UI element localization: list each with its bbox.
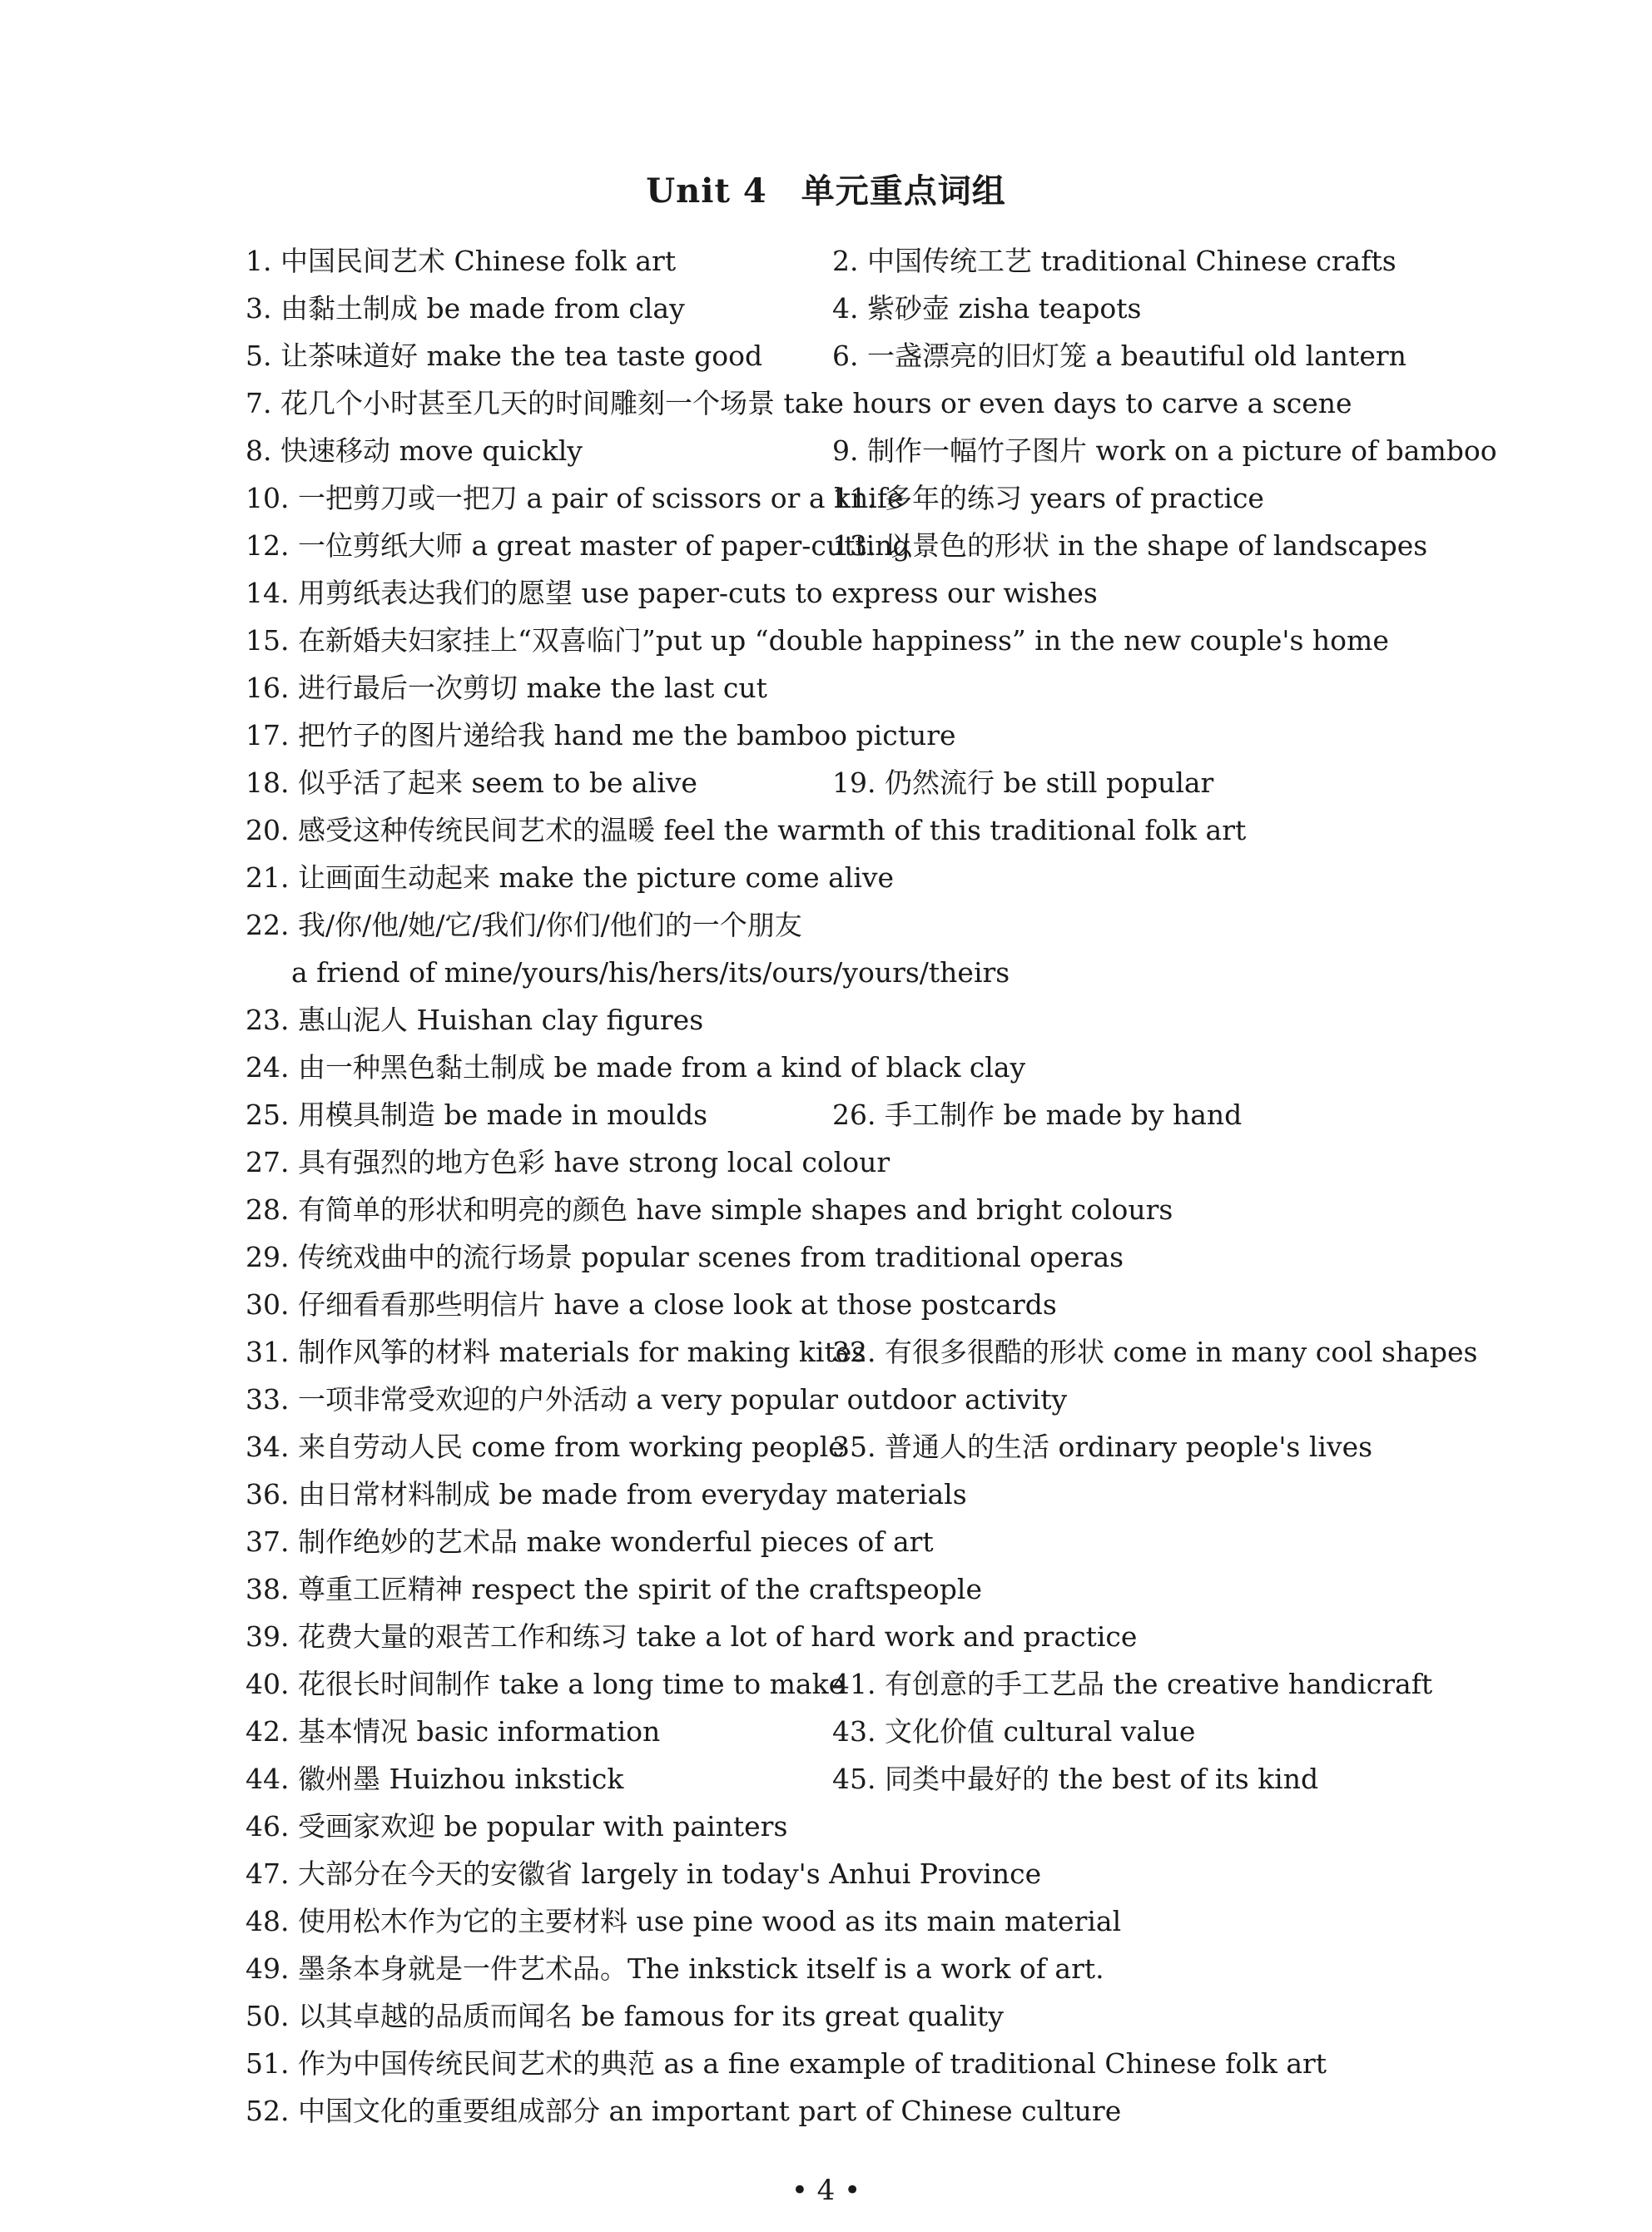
phrase-item: 2. 中国传统工艺 traditional Chinese crafts bbox=[832, 245, 1397, 277]
phrase-row bbox=[246, 569, 1427, 617]
phrase-row bbox=[246, 806, 1427, 854]
phrase-item: 36. 由日常材料制成 be made from everyday materials bbox=[246, 1478, 967, 1510]
phrase-row bbox=[246, 1992, 1427, 2040]
phrase-row bbox=[246, 949, 1427, 996]
phrase-item: 37. 制作绝妙的艺术品 make wonderful pieces of art bbox=[246, 1525, 934, 1558]
phrase-item: 17. 把竹子的图片递给我 hand me the bamboo picture bbox=[246, 719, 956, 751]
phrase-item: 34. 来自劳动人民 come from working people bbox=[246, 1431, 845, 1463]
phrase-row bbox=[246, 1660, 1433, 1708]
phrase-item: 21. 让画面生动起来 make the picture come alive bbox=[246, 861, 895, 894]
phrase-row bbox=[246, 332, 1427, 379]
phrase-item: 45. 同类中最好的 the best of its kind bbox=[832, 1763, 1319, 1795]
phrase-row bbox=[246, 1423, 1427, 1471]
phrase-item: 20. 感受这种传统民间艺术的温暖 feel the warmth of this traditional folk art bbox=[246, 814, 1247, 846]
phrase-item: 47. 大部分在今天的安徽省 largely in today's Anhui Province bbox=[246, 1858, 1042, 1890]
phrase-row bbox=[246, 1708, 1427, 1755]
phrase-row bbox=[246, 522, 1427, 569]
phrase-row bbox=[246, 1565, 1427, 1613]
phrase-row bbox=[246, 285, 1427, 332]
phrase-item: 12. 一位剪纸大师 a great master of paper-cutting bbox=[246, 529, 910, 562]
phrase-row bbox=[246, 237, 1427, 285]
phrase-row bbox=[246, 759, 1427, 806]
phrase-item: 49. 墨条本身就是一件艺术品。The inkstick itself is a work of art. bbox=[246, 1952, 1104, 1985]
phrase-item: 24. 由一种黑色黏土制成 be made from a kind of black clay bbox=[246, 1051, 1026, 1084]
phrase-item: 52. 中国文化的重要组成部分 an important part of Chinese culture bbox=[246, 2095, 1122, 2127]
phrase-item: 26. 手工制作 be made by hand bbox=[832, 1099, 1243, 1131]
phrase-row bbox=[246, 1186, 1427, 1233]
phrase-row bbox=[246, 1613, 1427, 1660]
phrase-row bbox=[246, 996, 1427, 1044]
phrase-row bbox=[246, 1471, 1427, 1518]
phrase-item: 4. 紫砂壶 zisha teapots bbox=[832, 292, 1142, 325]
phrase-row bbox=[246, 1281, 1427, 1328]
phrase-row bbox=[246, 854, 1427, 901]
phrase-row bbox=[246, 1850, 1427, 1897]
phrase-item: 23. 惠山泥人 Huishan clay figures bbox=[246, 1004, 704, 1036]
phrase-item-continuation: a friend of mine/yours/his/hers/its/ours/yours/theirs bbox=[291, 956, 1010, 989]
phrase-item: 14. 用剪纸表达我们的愿望 use paper-cuts to express our wishes bbox=[246, 577, 1098, 609]
phrase-item: 19. 仍然流行 be still popular bbox=[832, 766, 1214, 799]
phrase-item: 46. 受画家欢迎 be popular with painters bbox=[246, 1810, 788, 1843]
phrase-item: 8. 快速移动 move quickly bbox=[246, 434, 583, 467]
phrase-item: 13. 以景色的形状 in the shape of landscapes bbox=[832, 529, 1428, 562]
phrase-item: 38. 尊重工匠精神 respect the spirit of the craftspeople bbox=[246, 1573, 982, 1605]
phrase-item: 1. 中国民间艺术 Chinese folk art bbox=[246, 245, 677, 277]
phrase-item: 33. 一项非常受欢迎的户外活动 a very popular outdoor activity bbox=[246, 1383, 1068, 1416]
phrase-row bbox=[246, 901, 1427, 949]
phrase-item: 9. 制作一幅竹子图片 work on a picture of bamboo bbox=[832, 434, 1497, 467]
phrase-row bbox=[246, 1138, 1427, 1186]
phrase-item: 22. 我/你/他/她/它/我们/你们/他们的一个朋友 bbox=[246, 909, 802, 941]
phrase-item: 39. 花费大量的艰苦工作和练习 take a lot of hard work and practice bbox=[246, 1620, 1138, 1653]
phrase-item: 48. 使用松木作为它的主要材料 use pine wood as its main material bbox=[246, 1905, 1122, 1937]
phrase-item: 11. 多年的练习 years of practice bbox=[832, 482, 1264, 514]
phrase-row bbox=[246, 712, 1427, 759]
phrase-row bbox=[246, 2040, 1427, 2087]
phrase-row bbox=[246, 1044, 1427, 1091]
phrase-item: 3. 由黏土制成 be made from clay bbox=[246, 292, 685, 325]
phrase-row bbox=[246, 1803, 1427, 1850]
phrase-row bbox=[246, 1897, 1427, 1945]
phrase-item: 31. 制作风筝的材料 materials for making kites bbox=[246, 1336, 866, 1368]
phrase-item: 32. 有很多很酷的形状 come in many cool shapes bbox=[832, 1336, 1478, 1368]
phrase-item: 5. 让茶味道好 make the tea taste good bbox=[246, 340, 763, 372]
phrase-row bbox=[246, 1945, 1427, 1992]
phrase-row bbox=[246, 474, 1427, 522]
phrase-item: 50. 以其卓越的品质而闻名 be famous for its great quality bbox=[246, 2000, 1004, 2032]
phrase-item: 25. 用模具制造 be made in moulds bbox=[246, 1099, 708, 1131]
phrase-row bbox=[246, 427, 1497, 474]
phrase-row bbox=[246, 2087, 1427, 2135]
phrase-item: 51. 作为中国传统民间艺术的典范 as a fine example of traditional Chinese folk art bbox=[246, 2047, 1327, 2080]
phrase-item: 7. 花几个小时甚至几天的时间雕刻一个场景 take hours or even days to carve a scene bbox=[246, 387, 1352, 419]
phrase-row bbox=[246, 1233, 1427, 1281]
phrase-item: 10. 一把剪刀或一把刀 a pair of scissors or a knife bbox=[246, 482, 904, 514]
phrase-row bbox=[246, 664, 1427, 712]
phrase-item: 16. 进行最后一次剪切 make the last cut bbox=[246, 672, 767, 704]
phrase-item: 40. 花很长时间制作 take a long time to make bbox=[246, 1668, 846, 1700]
phrase-row bbox=[246, 379, 1427, 427]
phrase-item: 30. 仔细看看那些明信片 have a close look at those postcards bbox=[246, 1288, 1057, 1321]
phrase-item: 27. 具有强烈的地方色彩 have strong local colour bbox=[246, 1146, 890, 1178]
phrase-item: 42. 基本情况 basic information bbox=[246, 1715, 661, 1748]
phrase-item: 35. 普通人的生活 ordinary people's lives bbox=[832, 1431, 1373, 1463]
phrase-row bbox=[246, 1755, 1427, 1803]
phrase-row bbox=[246, 1518, 1427, 1565]
phrase-row bbox=[246, 1328, 1478, 1376]
phrase-item: 41. 有创意的手工艺品 the creative handicraft bbox=[832, 1668, 1433, 1700]
phrase-row bbox=[246, 1091, 1427, 1138]
page-number: • 4 • bbox=[791, 2174, 861, 2207]
phrase-item: 18. 似乎活了起来 seem to be alive bbox=[246, 766, 697, 799]
phrase-item: 6. 一盏漂亮的旧灯笼 a beautiful old lantern bbox=[832, 340, 1406, 372]
phrase-item: 44. 徽州墨 Huizhou inkstick bbox=[246, 1763, 624, 1795]
page-title: Unit 4 单元重点词组 bbox=[646, 171, 1006, 211]
phrase-row bbox=[246, 1376, 1427, 1423]
phrase-item: 15. 在新婚夫妇家挂上“双喜临门”put up “double happiness” in the new couple's home bbox=[246, 624, 1389, 657]
phrase-row bbox=[246, 617, 1427, 664]
phrase-item: 29. 传统戏曲中的流行场景 popular scenes from traditional operas bbox=[246, 1241, 1124, 1273]
phrase-item: 43. 文化价值 cultural value bbox=[832, 1715, 1196, 1748]
phrase-item: 28. 有简单的形状和明亮的颜色 have simple shapes and bright colours bbox=[246, 1193, 1173, 1226]
